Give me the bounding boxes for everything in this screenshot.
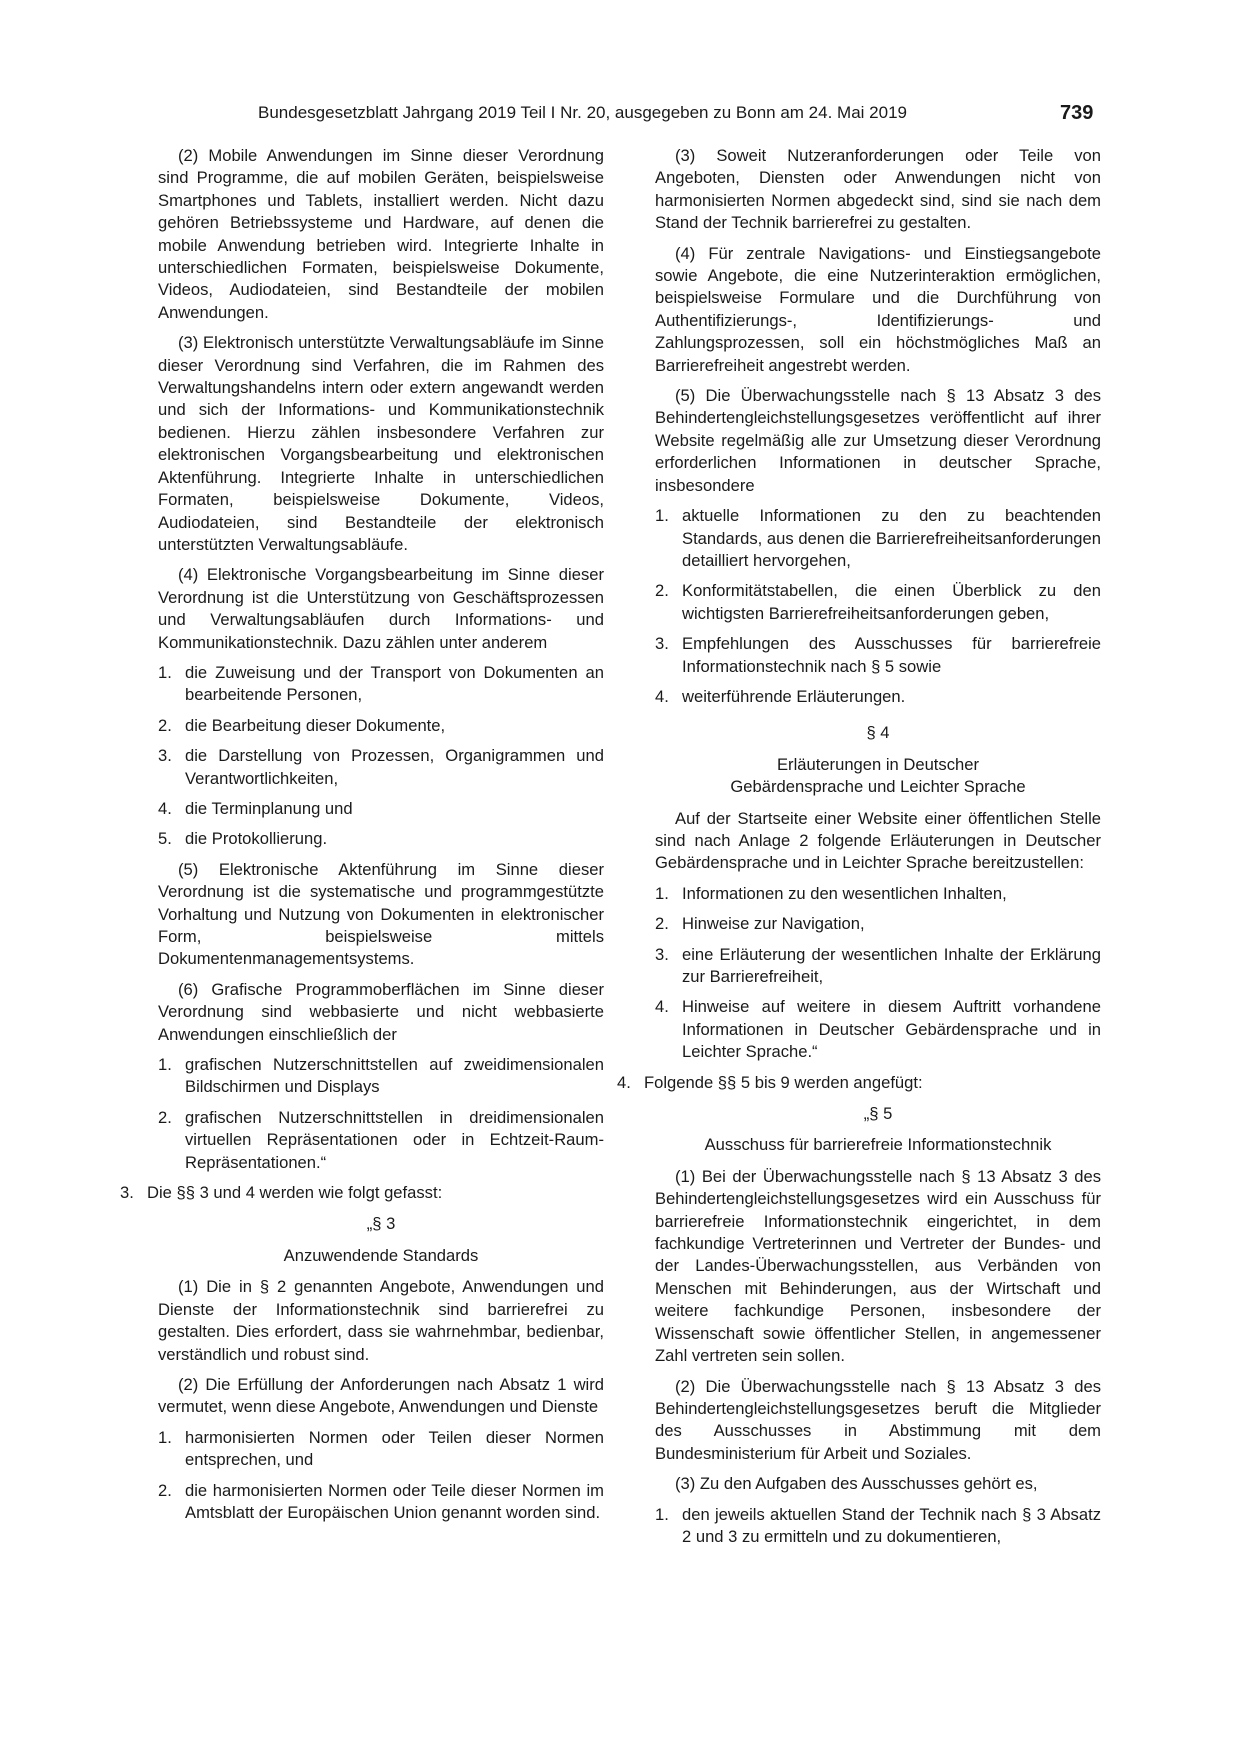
section-title-line: Erläuterungen in Deutscher [776, 754, 979, 774]
gazette-title: Bundesgesetzblatt Jahrgang 2019 Teil I Nr. 20, ausgegeben zu Bonn am 24. Mai 2019 [258, 103, 907, 122]
paragraph: (5) Die Überwachungsstelle nach § 13 Absatz 3 des Behindertengleichstellungsgesetzes veröffentlicht auf ihrer Website regelmäßig alle zur Umsetzung dieser Verordnung erforderlichen Informationen in deutscher Sprache, insbesondere [655, 386, 1101, 495]
list-item: 2. grafischen Nutzerschnittstellen in dreidimensionalen virtuellen Repräsentationen oder in Echtzeit-Raum-Repräsentationen.“ [158, 1107, 604, 1172]
list-item: 1. grafischen Nutzerschnittstellen auf zweidimensionalen Bildschirmen und Displays [158, 1055, 604, 1097]
paragraph: (1) Die in § 2 genannten Angebote, Anwendungen und Dienste der Informationstechnik sind barrierefrei zu gestalten. Dies erfordert, dass sie wahrnehmbar, bedienbar, verständlich und robust sind. [158, 1277, 604, 1364]
list-item: 1. Informationen zu den wesentlichen Inhalten, [655, 883, 1007, 903]
list-item: 2. die harmonisierten Normen oder Teile dieser Normen im Amtsblatt der Europäischen Union genannt worden sind. [158, 1480, 604, 1522]
list-item: 2. die Bearbeitung dieser Dokumente, [158, 715, 446, 735]
paragraph: (4) Für zentrale Navigations- und Einstiegsangebote sowie Angebote, die eine Nutzerinteraktion ermöglichen, beispielsweise Formulare und die Durchführung von Authentifizierungs-, Identifizierungs- und Zahlungsprozessen, soll ein höchstmögliches Maß an Barrierefreiheit angestrebt werden. [655, 243, 1101, 375]
paragraph: (2) Die Überwachungsstelle nach § 13 Absatz 3 des Behindertengleichstellungsgesetzes beruft die Mitglieder des Ausschusses in Abstimmung mit dem Bundesministerium für Arbeit und Soziales. [655, 1376, 1101, 1463]
paragraph: (2) Mobile Anwendungen im Sinne dieser Verordnung sind Programme, die auf mobilen Geräten, beispielsweise Smartphones und Tablets, installiert werden. Nicht dazu gehören Betriebssysteme und Hardware, auf denen die mobile Anwendung betrieben wird. Integrierte Inhalte in unterschiedlichen Formaten, beispielsweise Dokumente, Videos, Audiodateien, sind Bestandteile der mobilen Anwendungen. [158, 146, 604, 322]
amendment-item: 3. Die §§ 3 und 4 werden wie folgt gefasst: [120, 1183, 443, 1203]
section-title-line: Gebärdensprache und Leichter Sprache [730, 777, 1026, 797]
list-item: 2. Hinweise zur Navigation, [655, 914, 865, 934]
section-number: § 4 [866, 723, 890, 743]
section-number: „§ 5 [863, 1104, 893, 1124]
paragraph: (2) Die Erfüllung der Anforderungen nach Absatz 1 wird vermutet, wenn diese Angebote, Anwendungen und Dienste [158, 1374, 604, 1417]
page-number: 739 [1060, 102, 1094, 124]
list-item: 3. die Darstellung von Prozessen, Organigrammen und Verantwortlichkeiten, [158, 746, 604, 788]
list-item: 3. eine Erläuterung der wesentlichen Inhalte der Erklärung zur Barrierefreiheit, [655, 944, 1101, 986]
list-item: 4. Hinweise auf weitere in diesem Auftritt vorhandene Informationen in Deutscher Gebärdensprache und in Leichter Sprache.“ [655, 997, 1101, 1062]
left-column [120, 145, 604, 1532]
paragraph: Auf der Startseite einer Website einer öffentlichen Stelle sind nach Anlage 2 folgende Erläuterungen in Deutscher Gebärdensprache und in Leichter Sprache bereitzustellen: [655, 808, 1101, 873]
section-title: Anzuwendende Standards [283, 1245, 479, 1265]
list-item: 3. Empfehlungen des Ausschusses für barrierefreie Informationstechnik nach § 5 sowie [655, 634, 1101, 676]
paragraph: (6) Grafische Programmoberflächen im Sinne dieser Verordnung sind webbasierte und nicht webbasierte Anwendungen einschließlich der [158, 979, 604, 1044]
paragraph: (3) Soweit Nutzeranforderungen oder Teile von Angeboten, Diensten oder Anwendungen nicht von harmonisierten Normen abgedeckt sind, sind sie nach dem Stand der Technik barrierefrei zu gestalten. [655, 146, 1101, 233]
page-header [0, 98, 1241, 128]
paragraph: (4) Elektronische Vorgangsbearbeitung im Sinne dieser Verordnung ist die Unterstützung von Geschäftsprozessen und Verwaltungsabläufen durch Informations- und Kommunikationstechnik. Dazu zählen unter anderem [158, 565, 604, 652]
paragraph: (1) Bei der Überwachungsstelle nach § 13 Absatz 3 des Behindertengleichstellungsgesetzes wird ein Ausschuss für barrierefreie Informationstechnik eingerichtet, in dem fachkundige Vertreterinnen und Vertreter der Bundes- und der Landes-Überwachungsstellen, aus Verbänden von Menschen mit Behinderungen, aus der Wirtschaft und weitere fachkundige Personen, insbesondere der Wissenschaft sowie öffentlicher Stellen, in angemessener Zahl vertreten sein sollen. [655, 1166, 1101, 1366]
list-item: 2. Konformitätstabellen, die einen Überblick zu den wichtigsten Barrierefreiheitsanforderungen geben, [655, 581, 1101, 623]
paragraph: (3) Zu den Aufgaben des Ausschusses gehört es, [675, 1474, 1038, 1494]
list-item: 1. aktuelle Informationen zu den zu beachtenden Standards, aus denen die Barrierefreiheitsanforderungen detailliert hervorgehen, [655, 506, 1101, 570]
list-item: 4. die Terminplanung und [158, 798, 353, 818]
paragraph: (5) Elektronische Aktenführung im Sinne dieser Verordnung ist die systematische und programmgestützte Vorhaltung und Nutzung von Dokumenten in elektronischer Form, beispielsweise mittels Dokumentenmanagementsystems. [158, 859, 604, 969]
list-item: 4. weiterführende Erläuterungen. [655, 686, 906, 706]
list-item: 1. die Zuweisung und der Transport von Dokumenten an bearbeitende Personen, [158, 662, 604, 705]
list-item: 5. die Protokollierung. [158, 829, 328, 849]
section-number: „§ 3 [366, 1214, 396, 1234]
amendment-item: 4. Folgende §§ 5 bis 9 werden angefügt: [617, 1072, 923, 1092]
paragraph: (3) Elektronisch unterstützte Verwaltungsabläufe im Sinne dieser Verordnung sind Verfahren, die im Rahmen des Verwaltungshandelns intern oder extern angewandt werden und sich der Informations- und Kommunikationstechnik bedienen. Hierzu zählen insbesondere Verfahren zur elektronischen Vorgangsbearbeitung und elektronischen Aktenführung. Integrierte Inhalte in unterschiedlichen Formaten, beispielsweise Dokumente, Videos, Audiodateien, sind Bestandteile der elektronisch unterstützten Verwaltungsabläufe. [158, 333, 604, 554]
list-item: 1. den jeweils aktuellen Stand der Technik nach § 3 Absatz 2 und 3 zu ermitteln und zu dokumentieren, [655, 1504, 1101, 1546]
section-title: Ausschuss für barrierefreie Informationstechnik [704, 1135, 1052, 1155]
list-item: 1. harmonisierten Normen oder Teilen dieser Normen entsprechen, und [158, 1427, 604, 1470]
right-column [617, 145, 1101, 1556]
